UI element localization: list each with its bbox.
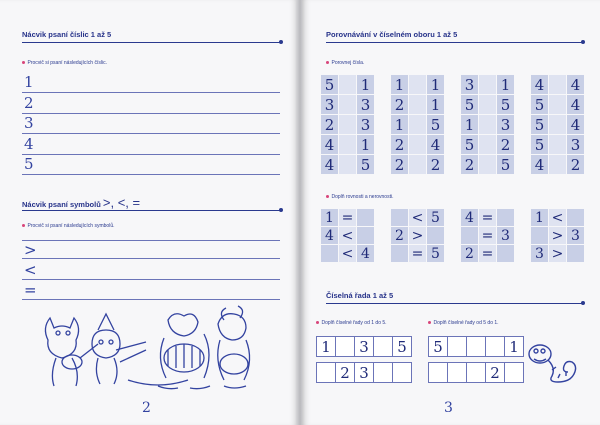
section-title-comparison: Porovnávání v číselném oboru 1 až 5 bbox=[326, 30, 458, 39]
equation-grid: 1 = 4 < < 4 bbox=[320, 208, 375, 263]
writing-line bbox=[22, 92, 280, 93]
writing-line bbox=[22, 174, 280, 175]
writing-line bbox=[22, 133, 280, 134]
practice-digit: 5 bbox=[24, 155, 34, 173]
number-row: 1 3 5 bbox=[316, 336, 412, 357]
instruction-series-down: Doplň číselné řady od 5 do 1. bbox=[428, 320, 499, 326]
right-page bbox=[302, 0, 600, 425]
practice-symbol: = bbox=[24, 281, 37, 299]
practice-digit: 4 bbox=[24, 135, 34, 153]
title-rule-dot bbox=[581, 301, 585, 305]
section-title-digits: Nácvik psaní číslic 1 až 5 bbox=[22, 30, 112, 39]
instruction-digits: Procvič si psaní následujících číslic. bbox=[22, 60, 107, 66]
instruction-series-up: Doplň číselné řady od 1 do 5. bbox=[316, 320, 387, 326]
comparison-grid: 3 1 5 5 1 3 5 2 2 5 bbox=[460, 74, 515, 175]
practice-digit: 1 bbox=[24, 73, 34, 91]
snake-illustration bbox=[526, 340, 584, 384]
left-page bbox=[0, 0, 298, 425]
instruction-symbols: Procvič si psaní následujících symbolů. bbox=[22, 223, 114, 229]
section-title-symbols: Nácvik psaní symbolů >, <, = bbox=[22, 195, 141, 210]
writing-line bbox=[22, 113, 280, 114]
section-title-number-series: Číselná řada 1 až 5 bbox=[326, 291, 394, 300]
instruction-equations: Doplň rovnosti a nerovnosti. bbox=[326, 194, 393, 200]
title-rule-dot bbox=[279, 208, 283, 212]
instruction-compare: Porovnej čísla. bbox=[326, 60, 364, 66]
title-rule-dot bbox=[279, 40, 283, 44]
number-row: 5 1 bbox=[428, 336, 524, 357]
writing-line bbox=[22, 154, 280, 155]
number-row: 2 3 bbox=[316, 362, 412, 383]
writing-line bbox=[22, 279, 280, 280]
writing-line bbox=[22, 240, 280, 241]
equation-grid: < 5 2 > = 5 bbox=[390, 208, 445, 263]
musicians-animals-illustration bbox=[28, 300, 268, 395]
title-rule-dot bbox=[581, 40, 585, 44]
practice-symbol: > bbox=[24, 241, 37, 259]
writing-line bbox=[22, 258, 280, 259]
comparison-grid: 5 1 3 3 2 3 4 1 4 5 bbox=[320, 74, 375, 175]
title-rule bbox=[22, 42, 280, 43]
comparison-grid: 4 4 5 4 5 4 5 3 4 2 bbox=[530, 74, 585, 175]
comparison-grid: 1 1 2 1 1 5 2 4 2 2 bbox=[390, 74, 445, 175]
equation-grid: 1 < > 3 3 > bbox=[530, 208, 585, 263]
practice-digit: 2 bbox=[24, 94, 34, 112]
number-row: 2 bbox=[428, 362, 524, 383]
title-rule bbox=[22, 210, 280, 211]
title-rule bbox=[326, 303, 582, 304]
page-number: 3 bbox=[444, 400, 453, 416]
practice-symbol: < bbox=[24, 261, 37, 279]
practice-digit: 3 bbox=[24, 114, 34, 132]
page-number: 2 bbox=[142, 400, 151, 416]
title-rule bbox=[326, 42, 582, 43]
equation-grid: 4 = = 3 2 = bbox=[460, 208, 515, 263]
